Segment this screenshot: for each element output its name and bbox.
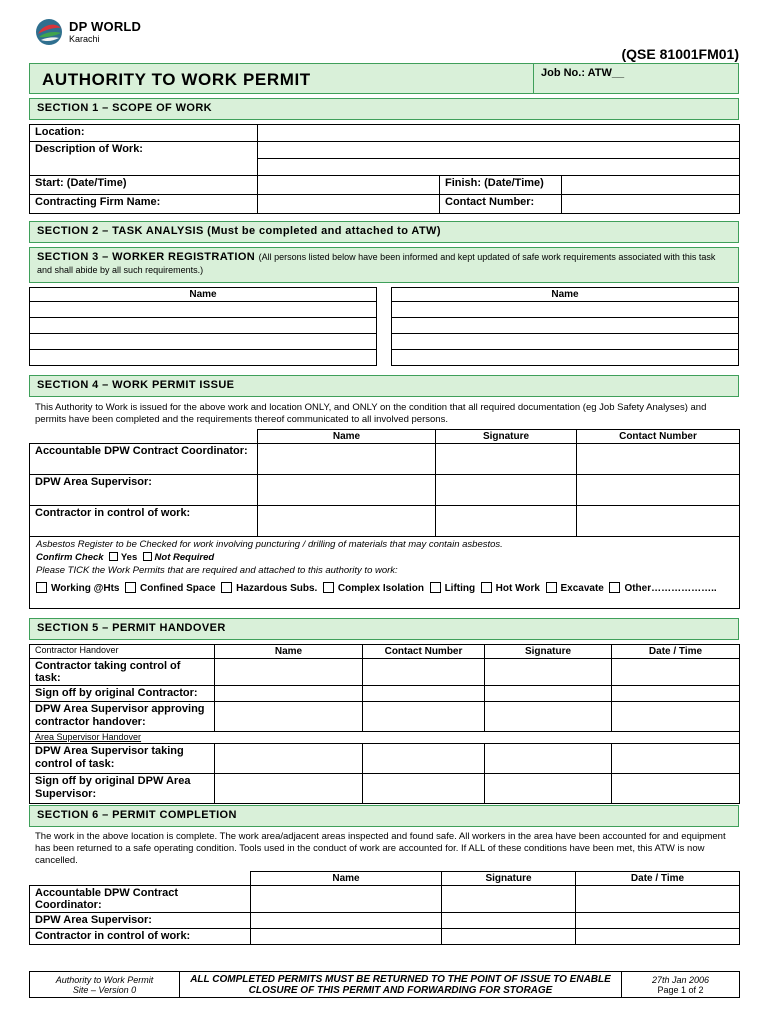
row-area-supervisor: DPW Area Supervisor:: [30, 913, 251, 929]
contracting-firm-field[interactable]: [258, 195, 440, 214]
section3-heading: SECTION 3 – WORKER REGISTRATION: [37, 251, 256, 263]
yes-checkbox[interactable]: [109, 552, 118, 561]
section2-heading: SECTION 2 – TASK ANALYSIS (Must be completed and attached to ATW): [29, 221, 739, 243]
permit-issue-table: [29, 429, 740, 609]
contact-number-label: Contact Number:: [440, 195, 562, 214]
supervisor-signature-field[interactable]: [436, 475, 577, 506]
handover-field[interactable]: [612, 686, 740, 702]
permit-label: Hot Work: [495, 583, 540, 594]
company-logo: [35, 18, 195, 48]
permit-label: Complex Isolation: [337, 583, 424, 594]
col-name: Name: [215, 645, 363, 659]
complex-isolation-checkbox[interactable]: [323, 582, 334, 593]
col-contact-number: Contact Number: [577, 430, 740, 444]
worker-name-field[interactable]: [30, 318, 377, 334]
row-contractor-control: Contractor in control of work:: [30, 506, 258, 537]
row-contractor-taking-control: Contractor taking control of task:: [30, 659, 215, 686]
worker-name-field[interactable]: [30, 334, 377, 350]
coordinator-name-field[interactable]: [258, 444, 436, 475]
handover-field[interactable]: [612, 744, 740, 774]
location-label: Location:: [30, 125, 258, 142]
yes-label: Yes: [120, 552, 138, 563]
footer-doc-name: Authority to Work Permit: [55, 974, 154, 985]
worker-table-left: [29, 287, 377, 366]
asbestos-note: Asbestos Register to be Checked for work involving puncturing / drilling of materials that may contain asbestos.: [36, 539, 503, 550]
section4-heading: SECTION 4 – WORK PERMIT ISSUE: [29, 375, 739, 397]
worker-name-field[interactable]: [392, 350, 739, 366]
confirm-check-row: [36, 552, 733, 563]
handover-field[interactable]: [363, 744, 485, 774]
excavate-checkbox[interactable]: [546, 582, 557, 593]
permit-label: Working @Hts: [51, 583, 120, 594]
finish-field[interactable]: [562, 176, 740, 195]
worker-name-field[interactable]: [392, 334, 739, 350]
footer-version: Site – Version 0: [72, 984, 137, 995]
col-date-time: Date / Time: [576, 872, 740, 886]
completion-field[interactable]: [576, 913, 740, 929]
row-contract-coordinator: Accountable DPW Contract Coordinator:: [30, 444, 258, 475]
completion-field[interactable]: [576, 886, 740, 913]
permit-checks-cell: [30, 537, 740, 609]
not-required-label: Not Required: [154, 552, 215, 563]
section4-intro: This Authority to Work is issued for the above work and location ONLY, and ONLY on the condition that all required documentation (eg Job Safety Analyses) and permits have been completed and the requirements thereof communicated to all involved persons.: [35, 402, 707, 425]
permit-label: Lifting: [444, 583, 476, 594]
worker-name-field[interactable]: [30, 350, 377, 366]
handover-field[interactable]: [612, 702, 740, 732]
start-field[interactable]: [258, 176, 440, 195]
supervisor-name-field[interactable]: [258, 475, 436, 506]
contact-number-field[interactable]: [562, 195, 740, 214]
not-required-checkbox[interactable]: [143, 552, 152, 561]
handover-field[interactable]: [363, 686, 485, 702]
handover-field[interactable]: [485, 702, 612, 732]
handover-field[interactable]: [612, 774, 740, 804]
col-signature: Signature: [485, 645, 612, 659]
handover-field[interactable]: [363, 774, 485, 804]
row-contractor-control: Contractor in control of work:: [30, 929, 251, 945]
document-number: (QSE 81001FM01): [621, 46, 739, 62]
start-label: Start: (Date/Time): [30, 176, 258, 195]
footer-table: [29, 971, 740, 998]
handover-field[interactable]: [363, 659, 485, 686]
supervisor-contact-field[interactable]: [577, 475, 740, 506]
col-signature: Signature: [442, 872, 576, 886]
contracting-firm-label: Contracting Firm Name:: [30, 195, 258, 214]
logo-subtitle: Karachi: [69, 34, 100, 44]
hazardous-subs-checkbox[interactable]: [221, 582, 232, 593]
worker-name-field[interactable]: [392, 302, 739, 318]
contractor-contact-field[interactable]: [577, 506, 740, 537]
worker-name-field[interactable]: [30, 302, 377, 318]
permit-label: Confined Space: [140, 583, 216, 594]
description-label: Description of Work:: [30, 142, 258, 176]
coordinator-signature-field[interactable]: [436, 444, 577, 475]
worker-name-header-left: Name: [30, 288, 377, 302]
globe-logo-icon: [35, 18, 63, 46]
worker-name-field[interactable]: [392, 318, 739, 334]
footer-notice-line2: CLOSURE OF THIS PERMIT AND FORWARDING FOR STORAGE: [248, 984, 553, 996]
footer-date-page: [622, 972, 740, 998]
completion-field[interactable]: [251, 886, 442, 913]
description-field-2[interactable]: [258, 159, 740, 176]
permit-label: Hazardous Subs.: [236, 583, 318, 594]
section6-intro: The work in the above location is complete. The work area/adjacent areas inspected and found safe. All workers in the area have been accounted for and equipment has been returned to a safe operating condition. Tools used in the conduct of work are accounted for. If ALL of these conditions have been met, this ATW is now cancelled.: [35, 831, 726, 866]
footer-date: 27th Jan 2006: [651, 974, 710, 985]
handover-field[interactable]: [485, 686, 612, 702]
tick-note: Please TICK the Work Permits that are required and attached to this authority to work:: [36, 565, 398, 576]
handover-field[interactable]: [612, 659, 740, 686]
footer-notice: [180, 972, 622, 998]
confirm-check-label: Confirm Check: [36, 552, 104, 563]
scope-of-work-table: [29, 124, 740, 214]
lifting-checkbox[interactable]: [430, 582, 441, 593]
col-name: Name: [251, 872, 442, 886]
page-title: AUTHORITY TO WORK PERMIT: [42, 70, 311, 89]
handover-field[interactable]: [215, 744, 363, 774]
handover-field[interactable]: [215, 702, 363, 732]
worker-name-header-right: Name: [392, 288, 739, 302]
row-supervisor-taking-control: DPW Area Supervisor taking control of task:: [30, 744, 215, 774]
other-checkbox[interactable]: [609, 582, 620, 593]
contractor-handover-label: Contractor Handover: [30, 645, 215, 659]
divider: [29, 944, 739, 945]
handover-field[interactable]: [215, 774, 363, 804]
footer-doc-info: [30, 972, 180, 998]
title-box: [29, 63, 739, 94]
permit-completion-table: [29, 871, 740, 945]
logo-title: DP WORLD: [69, 19, 142, 34]
confined-space-checkbox[interactable]: [125, 582, 136, 593]
hot-work-checkbox[interactable]: [481, 582, 492, 593]
permit-label: Excavate: [560, 583, 604, 594]
col-signature: Signature: [436, 430, 577, 444]
completion-field[interactable]: [576, 929, 740, 945]
row-area-supervisor: DPW Area Supervisor:: [30, 475, 258, 506]
row-signoff-original-supervisor: Sign off by original DPW Area Supervisor:: [30, 774, 215, 804]
contractor-name-field[interactable]: [258, 506, 436, 537]
handover-field[interactable]: [485, 659, 612, 686]
completion-field[interactable]: [442, 886, 576, 913]
completion-field[interactable]: [442, 913, 576, 929]
completion-field[interactable]: [442, 929, 576, 945]
job-number-field[interactable]: Job No.: ATW__: [533, 63, 739, 94]
coordinator-contact-field[interactable]: [577, 444, 740, 475]
handover-field[interactable]: [485, 774, 612, 804]
footer-page: Page 1 of 2: [657, 984, 704, 995]
section6-heading: SECTION 6 – PERMIT COMPLETION: [29, 805, 739, 827]
working-at-heights-checkbox[interactable]: [36, 582, 47, 593]
description-field-1[interactable]: [258, 142, 740, 159]
row-supervisor-approving: DPW Area Supervisor approving contractor handover:: [30, 702, 215, 732]
row-contract-coordinator: Accountable DPW Contract Coordinator:: [30, 886, 251, 913]
col-contact-number: Contact Number: [363, 645, 485, 659]
completion-field[interactable]: [251, 929, 442, 945]
permit-checkbox-row: [36, 582, 733, 594]
handover-field[interactable]: [485, 744, 612, 774]
section1-heading: SECTION 1 – SCOPE OF WORK: [29, 98, 739, 120]
section3-heading-box: [29, 247, 739, 283]
permit-label: Other………………..: [624, 583, 717, 594]
section3-note: (All persons listed below have been informed and kept updated of safe work requirements associated with this task and shall abide by all such requirements.): [37, 252, 716, 275]
handover-field[interactable]: [215, 659, 363, 686]
area-handover-label: Area Supervisor Handover: [30, 732, 740, 744]
location-field[interactable]: [258, 125, 740, 142]
section5-heading: SECTION 5 – PERMIT HANDOVER: [29, 618, 739, 640]
row-signoff-original-contractor: Sign off by original Contractor:: [30, 686, 215, 702]
footer-notice-line1: ALL COMPLETED PERMITS MUST BE RETURNED TO THE POINT OF ISSUE TO ENABLE: [190, 973, 611, 985]
col-date-time: Date / Time: [612, 645, 740, 659]
contractor-signature-field[interactable]: [436, 506, 577, 537]
handover-field[interactable]: [363, 702, 485, 732]
col-name: Name: [258, 430, 436, 444]
permit-handover-table: [29, 644, 740, 804]
worker-table-right: [391, 287, 739, 366]
finish-label: Finish: (Date/Time): [440, 176, 562, 195]
completion-field[interactable]: [251, 913, 442, 929]
handover-field[interactable]: [215, 686, 363, 702]
